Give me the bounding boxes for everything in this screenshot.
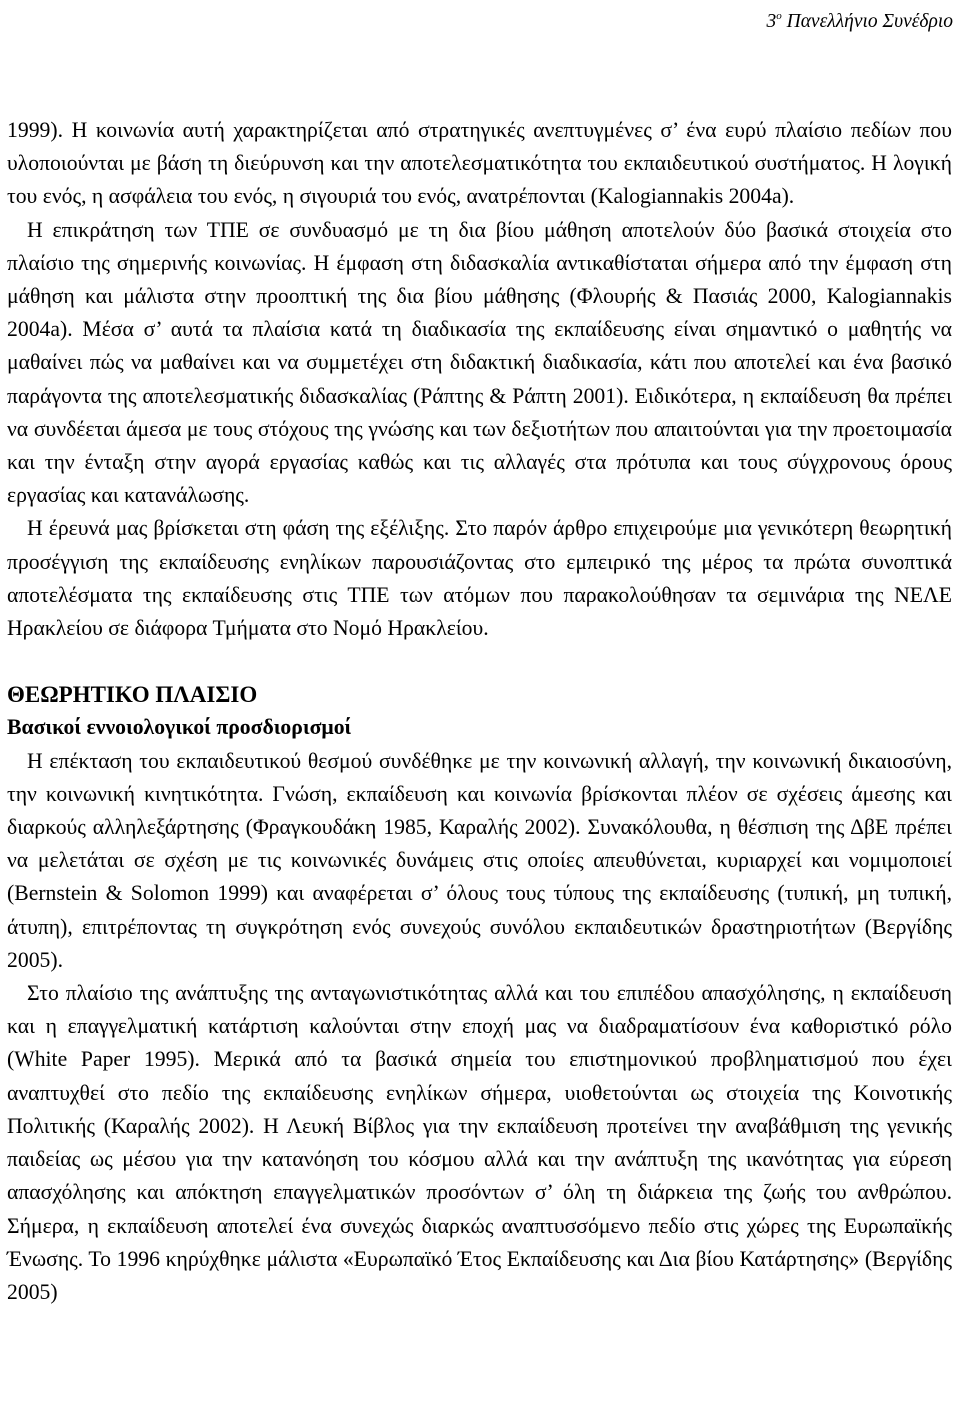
conference-ordinal: 3 (766, 11, 777, 32)
paragraph-education-society: Η επέκταση του εκπαιδευτικού θεσμού συνδέθηκε με την κοινωνική αλλαγή, την κοινωνική δικαιοσύνη, την κοινωνική κινητικότητα. Γνώση, εκπαίδευση και κοινωνία βρίσκονται πλέον σε σχέσεις άμεσης και διαρκούς αλληλεξάρτησης (Φραγκουδάκη 1985, Καραλής 2002). Συνακόλουθα, η θέσπιση της ΔβΕ πρέπει να μελετάται σε σχέση με τις κοινωνικές δυνάμεις στις οποίες απευθύνεται, κυριαρχεί και νομιμοποιεί (Bernstein & Solomon 1999) και αναφέρεται σ’ όλους τους τύπους της εκπαίδευσης (τυπική, μη τυπική, άτυπη), επιτρέποντας τη συγκρότηση ενός συνεχούς συνόλου εκπαιδευτικών δραστηριοτήτων (Βεργίδης 2005). (7, 748, 952, 972)
running-header (766, 4, 953, 34)
subsection-heading: Βασικοί εννοιολογικοί προσδιορισμοί (7, 715, 352, 740)
paragraph-continuation: 1999). Η κοινωνία αυτή χαρακτηρίζεται από στρατηγικές ανεπτυγμένες σ’ ένα ευρύ πλαίσιο πεδίων που υλοποιούνται με βάση τη διεύρυνση και την αποτελεσματικότητα του εκπαιδευτικού συστήματος. Η λογική του ενός, η ασφάλεια του ενός, η σιγουριά του ενός, ανατρέπονται (Kalogiannakis 2004a). (7, 118, 952, 209)
conference-title: Πανελλήνιο Συνέδριο (786, 11, 953, 32)
conference-ordinal-suffix: ο (776, 10, 782, 22)
page-body (7, 114, 952, 1309)
paragraph-research-scope: Η έρευνά μας βρίσκεται στη φάση της εξέλιξης. Στο παρόν άρθρο επιχειρούμε μια γενικότερη θεωρητική προσέγγιση της εκπαίδευσης ενηλίκων παρουσιάζοντας στο εμπειρικό της μέρος τα πρώτα συνοπτικά αποτελέσματα της εκπαίδευσης στις ΤΠΕ των ατόμων που παρακολούθησαν τα σεμινάρια της ΝΕΛΕ Ηρακλείου σε διάφορα Τμήματα στο Νομό Ηρακλείου. (7, 516, 952, 641)
section-heading: ΘΕΩΡΗΤΙΚΟ ΠΛΑΙΣΙΟ (7, 682, 258, 708)
paragraph-competitiveness: Στο πλαίσιο της ανάπτυξης της ανταγωνιστικότητας αλλά και του επιπέδου απασχόλησης, η εκπαίδευση και η επαγγελματική κατάρτιση καλούνται στην εποχή μας να διαδραματίσουν ένα καθοριστικό ρόλο (White Paper 1995). Μερικά από τα βασικά σημεία του επιστημονικού προβληματισμού που έχει αναπτυχθεί στο πεδίο της εκπαίδευσης ενηλίκων σήμερα, υιοθετούνται ως στοιχεία της Κοινοτικής Πολιτικής (Καραλής 2002). Η Λευκή Βίβλος για την εκπαίδευση προτείνει την αναβάθμιση της γενικής παιδείας ως μέσου για την κατανόηση του κόσμου αλλά και την ανάπτυξη της ικανότητας για εύρεση απασχόλησης και απόκτηση επαγγελματικών προσόντων σ’ όλη τη διάρκεια της ζωής του ανθρώπου. Σήμερα, η εκπαίδευση αποτελεί ένα συνεχώς διαρκώς αναπτυσσόμενο πεδίο στις χώρες της Ευρωπαϊκής Ένωσης. Το 1996 κηρύχθηκε μάλιστα «Ευρωπαϊκό Έτος Εκπαίδευσης και Δια βίου Κατάρτησης» (Βεργίδης 2005) (7, 981, 952, 1304)
paragraph-ict-lifelong-learning: Η επικράτηση των ΤΠΕ σε συνδυασμό με τη δια βίου μάθηση αποτελούν δύο βασικά στοιχεία στο πλαίσιο της σημερινής κοινωνίας. Η έμφαση στη διδασκαλία αντικαθίσταται σήμερα από την έμφαση στη μάθηση και μάλιστα στην προοπτική της δια βίου μάθησης (Φλουρής & Πασιάς 2000, Kalogiannakis 2004a). Μέσα σ’ αυτά τα πλαίσια κατά τη διαδικασία της εκπαίδευσης είναι σημαντικό ο μαθητής να μαθαίνει πώς να μαθαίνει και να συμμετέχει στη διδακτική διαδικασία, κάτι που αποτελεί και ένα βασικό παράγοντα της αποτελεσματικής διδασκαλίας (Ράπτης & Ράπτη 2001). Ειδικότερα, η εκπαίδευση θα πρέπει να συνδέεται άμεσα με τους στόχους της γνώσης και των δεξιοτήτων που απαιτούνται για την προετοιμασία και την ένταξη στην αγορά εργασίας καθώς και τις αλλαγές στα πρότυπα και τους σύγχρονους όρους εργασίας και κατανάλωσης. (7, 217, 952, 508)
